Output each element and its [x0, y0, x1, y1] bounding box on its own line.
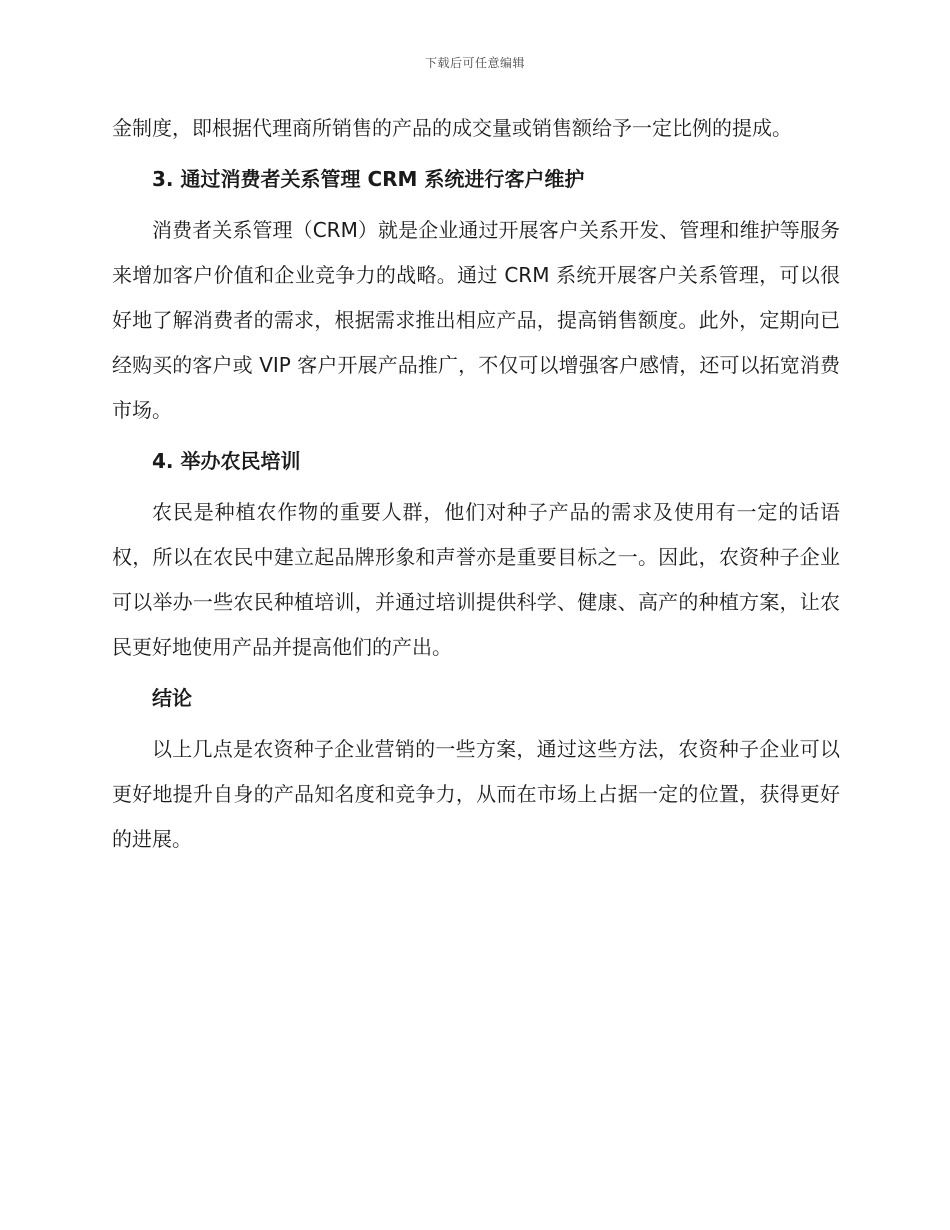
paragraph-training: 农民是种植农作物的重要人群，他们对种子产品的需求及使用有一定的话语权，所以在农民中建立起品牌形象和声誉亦是重要目标之一。因此，农资种子企业可以举办一些农民种植培训，并通过培训提供科学、健康、高产的种植方案，让农民更好地使用产品并提高他们的产出。: [112, 500, 840, 659]
page-header-note: 下载后可任意编辑: [424, 56, 525, 70]
paragraph-conclusion: 以上几点是农资种子企业营销的一些方案，通过这些方法，农资种子企业可以更好地提升自身的产品知名度和竞争力，从而在市场上占据一定的位置，获得更好的进展。: [112, 737, 840, 851]
section-heading-crm: 3. 通过消费者关系管理 CRM 系统进行客户维护: [152, 167, 585, 191]
paragraph-continued: 金制度，即根据代理商所销售的产品的成交量或销售额给予一定比例的提成。: [112, 116, 792, 140]
section-heading-conclusion: 结论: [152, 686, 192, 710]
section-heading-training: 4. 举办农民培训: [152, 449, 301, 473]
paragraph-crm: 消费者关系管理（CRM）就是企业通过开展客户关系开发、管理和维护等服务来增加客户价值和企业竞争力的战略。通过 CRM 系统开展客户关系管理，可以很好地了解消费者的需求，根据需求推出相应产品，提高销售额度。此外，定期向已经购买的客户或 VIP 客户开展产品推广，不仅可以增强客户感情，还可以拓宽消费市场。: [112, 218, 840, 422]
document-body: [112, 106, 840, 868]
